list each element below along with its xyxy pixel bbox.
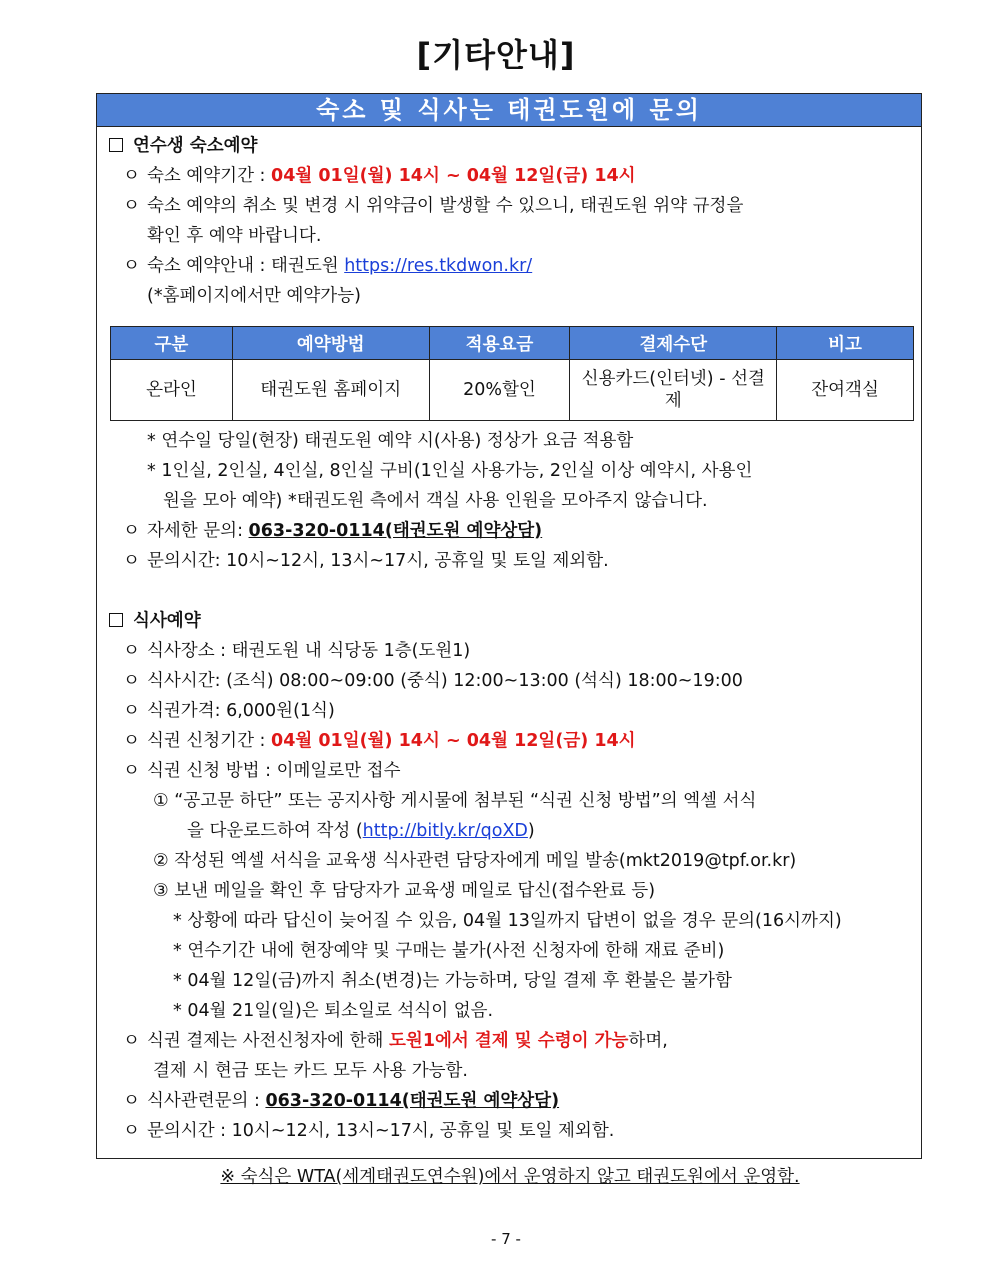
lodging-cancel: ㅇ 숙소 예약의 취소 및 변경 시 위약금이 발생할 수 있으니, 태권도원 위약 규정을 [123,196,744,216]
lodging-hours: ㅇ 문의시간: 10시~12시, 13시~17시, 공휴일 및 토일 제외함. [123,551,609,571]
meal-time: ㅇ 식사시간: (조식) 08:00~09:00 (중식) 12:00~13:00 (석식) 18:00~19:00 [123,671,743,691]
circle-bullet-icon: ㅇ [123,1121,140,1141]
meal-step-cont: 을 다운로드하여 작성 (http://bitly.kr/qoXD) [187,821,535,841]
circle-bullet-icon: ㅇ [123,671,140,691]
meal-period: ㅇ 식권 신청기간 : 04월 01일(월) 14시 ~ 04월 12일(금) 14시 [123,731,636,751]
lodging-cancel-cont: 확인 후 예약 바랍니다. [147,226,322,246]
meal-place: ㅇ 식사장소 : 태권도원 내 식당동 1층(도원1) [123,641,471,661]
lodging-heading: 연수생 숙소예약 [109,134,257,158]
page-number: - 7 - [491,1230,521,1248]
meal-contact: ㅇ 식사관련문의 : 063-320-0114(태권도원 예약상담) [123,1091,560,1111]
circle-bullet-icon: ㅇ [123,761,140,781]
circle-bullet-icon: ㅇ [123,196,140,216]
meal-subnote: * 상황에 따라 답신이 늦어질 수 있음, 04월 13일까지 답변이 없을 경우 문의(16시까지) [173,911,842,931]
table-header: 예약방법 [232,327,429,360]
lodging-guide-note: (*홈페이지에서만 예약가능) [147,286,361,306]
lodging-note: * 연수일 당일(현장) 태권도원 예약 시(사용) 정상가 요금 적용함 [147,431,634,451]
table-cell: 온라인 [111,360,233,421]
meal-heading: 식사예약 [109,609,201,633]
page-title: [기타안내] [416,36,576,74]
lodging-table [110,326,914,421]
meal-payment-cont: 결제 시 현금 또는 카드 모두 사용 가능함. [153,1061,468,1081]
circle-bullet-icon: ㅇ [123,256,140,276]
meal-subnote: * 04월 12일(금)까지 취소(변경)는 가능하며, 당일 결제 후 환불은 불가함 [173,971,732,991]
meal-price: ㅇ 식권가격: 6,000원(1식) [123,701,335,721]
circle-bullet-icon: ㅇ [123,701,140,721]
circle-bullet-icon: ㅇ [123,551,140,571]
meal-method: ㅇ 식권 신청 방법 : 이메일로만 접수 [123,761,401,781]
table-header-row [111,327,914,360]
meal-hours: ㅇ 문의시간 : 10시~12시, 13시~17시, 공휴일 및 토일 제외함. [123,1121,615,1141]
table-cell: 신용카드(인터넷) - 선결제 [570,360,777,421]
circle-bullet-icon: ㅇ [123,1031,140,1051]
lodging-contact: ㅇ 자세한 문의: 063-320-0114(태권도원 예약상담) [123,521,543,541]
circle-bullet-icon: ㅇ [123,641,140,661]
banner-title: 숙소 및 식사는 태권도원에 문의 [97,94,921,127]
meal-step: ② 작성된 엑셀 서식을 교육생 식사관련 담당자에게 메일 발송(mkt2019@tpf.or.kr) [153,851,797,871]
meal-payment: ㅇ 식권 결제는 사전신청자에 한해 도원1에서 결제 및 수령이 가능하며, [123,1031,668,1051]
table-header: 결제수단 [570,327,777,360]
meal-step: ① “공고문 하단” 또는 공지사항 게시물에 첨부된 “식권 신청 방법”의 엑셀 서식 [153,791,757,811]
meal-subnote: * 연수기간 내에 현장예약 및 구매는 불가(사전 신청자에 한해 재료 준비) [173,941,725,961]
footer-note: ※ 숙식은 WTA(세계태권도연수원)에서 운영하지 않고 태권도원에서 운영함. [220,1167,800,1187]
info-box [96,93,922,1159]
meal-subnote: * 04월 21일(일)은 퇴소일로 석식이 없음. [173,1001,494,1021]
lodging-guide: ㅇ 숙소 예약안내 : 태권도원 https://res.tkdwon.kr/ [123,256,533,276]
table-row [111,360,914,421]
circle-bullet-icon: ㅇ [123,166,140,186]
table-cell: 태권도원 홈페이지 [232,360,429,421]
table-header: 비고 [777,327,914,360]
checkbox-square-icon [109,138,123,152]
meal-step: ③ 보낸 메일을 확인 후 담당자가 교육생 메일로 답신(접수완료 등) [153,881,656,901]
info-content [97,127,921,1158]
lodging-note: * 1인실, 2인실, 4인실, 8인실 구비(1인실 사용가능, 2인실 이상 예약시, 사용인 [147,461,753,481]
reservation-link[interactable]: https://res.tkdwon.kr/ [344,256,533,276]
table-header: 적용요금 [429,327,570,360]
circle-bullet-icon: ㅇ [123,1091,140,1111]
checkbox-square-icon [109,613,123,627]
form-link[interactable]: http://bitly.kr/qoXD [362,821,528,841]
table-header: 구분 [111,327,233,360]
lodging-period: ㅇ 숙소 예약기간 : 04월 01일(월) 14시 ~ 04월 12일(금) 14시 [123,166,636,186]
lodging-note: 원을 모아 예약) *태권도원 측에서 객실 사용 인원을 모아주지 않습니다. [163,491,708,511]
table-cell: 잔여객실 [777,360,914,421]
table-cell: 20%할인 [429,360,570,421]
circle-bullet-icon: ㅇ [123,521,140,541]
circle-bullet-icon: ㅇ [123,731,140,751]
